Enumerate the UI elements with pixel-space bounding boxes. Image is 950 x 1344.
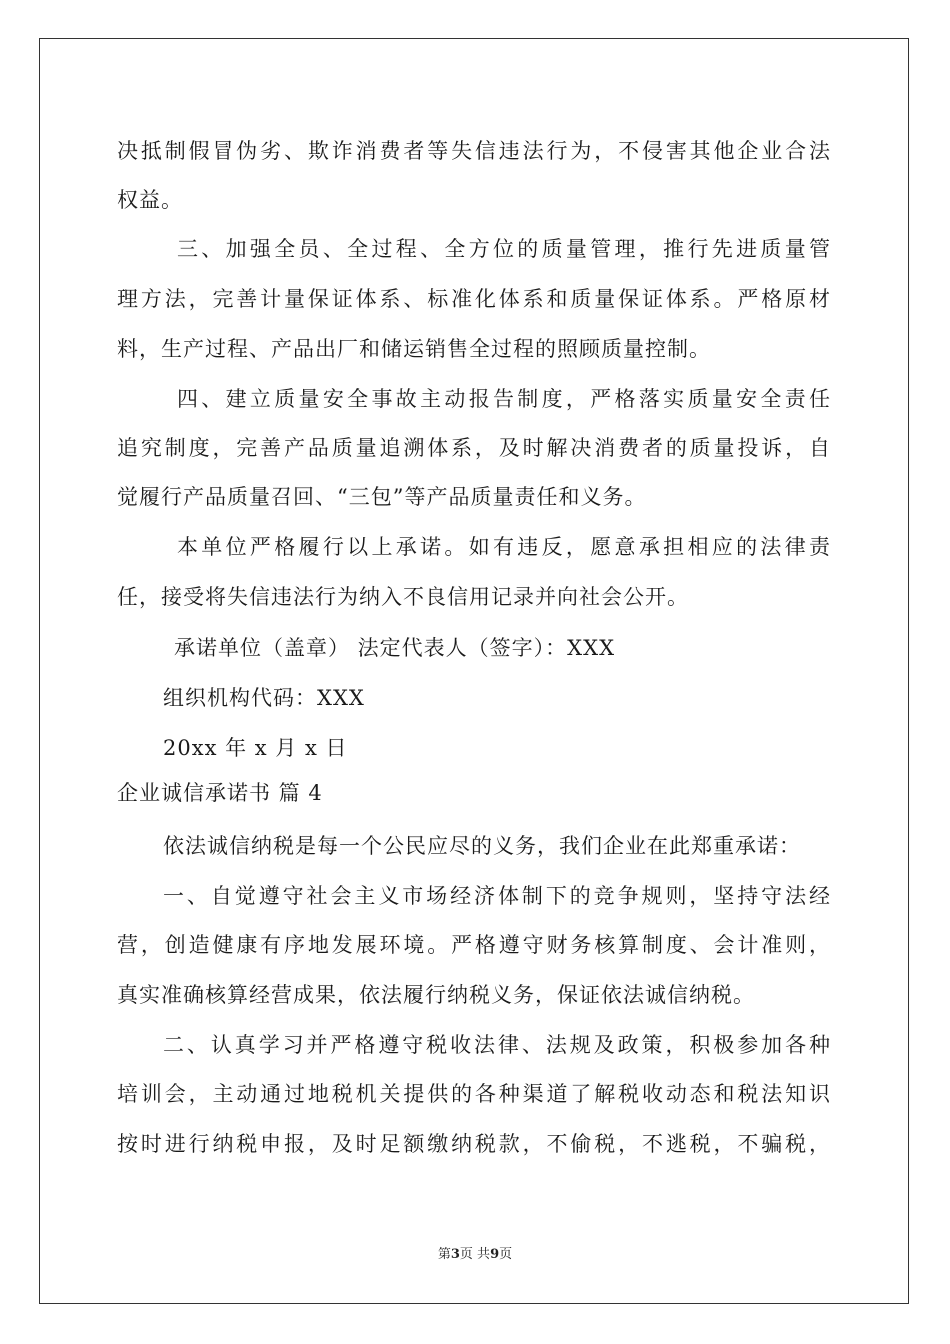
text-line: 依法诚信纳税是每一个公民应尽的义务，我们企业在此郑重承诺： xyxy=(163,834,801,858)
text-line: 料，生产过程、产品出厂和储运销售全过程的照顾质量控制。 xyxy=(117,337,711,361)
text-line: 培训会，主动通过地税机关提供的各种渠道了解税收动态和税法知识 xyxy=(117,1082,831,1106)
footer-prefix: 第 xyxy=(437,1247,451,1262)
text-line: 权益。 xyxy=(117,188,183,212)
text-line: 营，创造健康有序地发展环境。严格遵守财务核算制度、会计准则， xyxy=(117,933,831,957)
text-line: 理方法，完善计量保证体系、标准化体系和质量保证体系。严格原材 xyxy=(117,287,831,311)
section-heading: 企业诚信承诺书 篇 4 xyxy=(117,781,323,805)
text-line: 真实准确核算经营成果，依法履行纳税义务，保证依法诚信纳税。 xyxy=(117,983,755,1007)
text-line: 四、建立质量安全事故主动报告制度，严格落实质量安全责任 xyxy=(177,387,831,411)
text-line: 决抵制假冒伪劣、欺诈消费者等失信违法行为，不侵害其他企业合法 xyxy=(117,139,831,163)
page-border xyxy=(39,38,909,1304)
org-code-line: 组织机构代码：XXX xyxy=(163,686,365,710)
page-footer xyxy=(0,1247,950,1263)
footer-total-pages: 9 xyxy=(490,1247,500,1262)
date-line: 20xx 年 x 月 x 日 xyxy=(163,736,348,760)
text-line: 三、加强全员、全过程、全方位的质量管理，推行先进质量管 xyxy=(177,237,831,261)
text-line: 按时进行纳税申报，及时足额缴纳税款，不偷税，不逃税，不骗税， xyxy=(117,1132,831,1156)
text-line: 追究制度，完善产品质量追溯体系，及时解决消费者的质量投诉，自 xyxy=(117,436,831,460)
text-line: 本单位严格履行以上承诺。如有违反，愿意承担相应的法律责 xyxy=(177,535,831,559)
text-line: 任，接受将失信违法行为纳入不良信用记录并向社会公开。 xyxy=(117,585,689,609)
text-line: 二、认真学习并严格遵守税收法律、法规及政策，积极参加各种 xyxy=(163,1033,831,1057)
text-line: 觉履行产品质量召回、“三包”等产品质量责任和义务。 xyxy=(117,485,647,509)
footer-page-number: 3 xyxy=(450,1247,460,1262)
text-line: 一、自觉遵守社会主义市场经济体制下的竞争规则，坚持守法经 xyxy=(163,884,831,908)
footer-suffix: 页 xyxy=(499,1247,513,1262)
signature-line: 承诺单位（盖章） 法定代表人（签字）：XXX xyxy=(174,636,616,660)
footer-mid: 页 共 xyxy=(459,1247,491,1262)
